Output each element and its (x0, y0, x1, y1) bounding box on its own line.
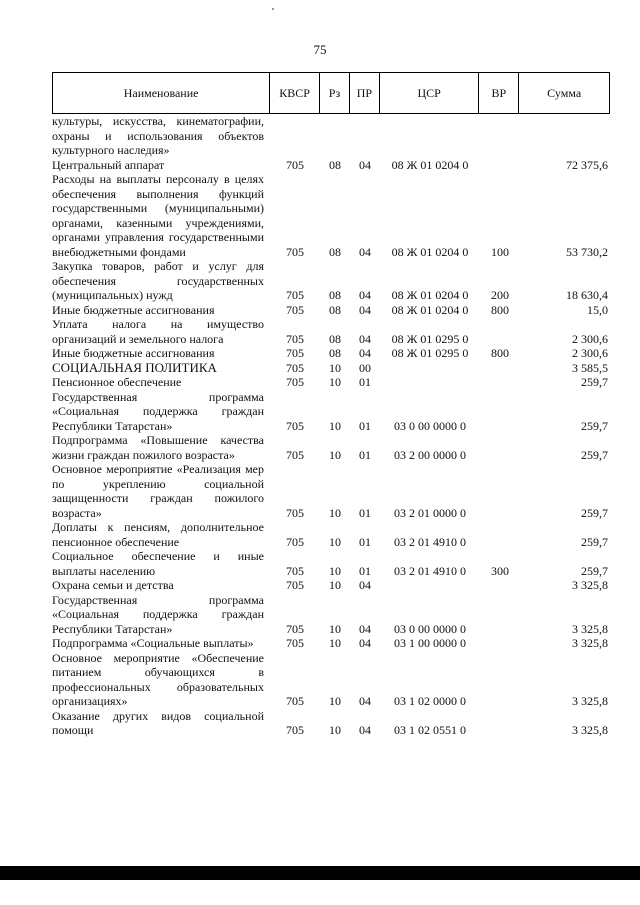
cell-pr: 04 (359, 694, 371, 708)
cell-kvsr: 705 (286, 694, 304, 708)
cell-rz: 10 (329, 375, 341, 389)
cell-kvsr: 705 (286, 621, 304, 636)
cell-kvsr: 705 (286, 723, 304, 737)
cell-name: Основное мероприятие «Обеспечение питанием обучающихся в профессиональных образовательных организациях» (52, 650, 264, 708)
cell-pr: 04 (359, 621, 371, 636)
header-vr: ВР (479, 73, 519, 113)
cell-rz: 08 (329, 244, 341, 259)
cell-sum: 3 325,8 (572, 621, 608, 636)
cell-name: культуры, искусства, кинематографии, охраны и использования объектов культурного наследия» (52, 114, 264, 157)
table-row (52, 361, 610, 376)
cell-name: Государственная программа «Социальная поддержка граждан Республики Татарстан» (52, 389, 264, 433)
cell-pr: 04 (359, 244, 371, 259)
cell-rz: 10 (329, 418, 341, 433)
cell-sum: 3 325,8 (572, 636, 608, 650)
cell-sum: 259,7 (581, 447, 608, 462)
cell-vr: 800 (491, 346, 509, 360)
cell-pr: 04 (359, 723, 371, 737)
table-row (52, 433, 610, 462)
cell-kvsr: 705 (286, 360, 304, 375)
cell-kvsr: 705 (286, 534, 304, 549)
cell-csr: 03 0 00 0000 0 (394, 621, 466, 636)
cell-name: Охрана семьи и детства (52, 578, 174, 592)
cell-rz: 08 (329, 331, 341, 346)
cell-rz: 08 (329, 302, 341, 317)
cell-vr: 800 (491, 302, 509, 317)
cell-name: Государственная программа «Социальная поддержка граждан Республики Татарстан» (52, 592, 264, 636)
cell-rz: 08 (329, 346, 341, 360)
cell-pr: 00 (359, 360, 371, 375)
cell-name: Центральный аппарат (52, 157, 165, 172)
cell-sum: 259,7 (581, 563, 608, 578)
table-row (52, 317, 610, 346)
cell-name: Подпрограмма «Повышение качества жизни граждан пожилого возраста» (52, 433, 264, 462)
cell-pr: 04 (359, 578, 371, 592)
cell-sum: 3 325,8 (572, 723, 608, 737)
table-row (52, 375, 610, 390)
page-number: 75 (313, 42, 327, 57)
table-row (52, 462, 610, 520)
cell-csr: 08 Ж 01 0204 0 (391, 302, 469, 317)
cell-kvsr: 705 (286, 244, 304, 259)
cell-name: Иные бюджетные ассигнования (52, 302, 215, 317)
cell-csr: 08 Ж 01 0295 0 (391, 331, 469, 346)
cell-kvsr: 705 (286, 636, 304, 650)
cell-kvsr: 705 (286, 346, 304, 360)
table-header (52, 72, 610, 114)
cell-vr: 200 (491, 288, 509, 302)
cell-pr: 04 (359, 331, 371, 346)
cell-csr: 08 Ж 01 0204 0 (391, 244, 469, 259)
cell-rz: 10 (329, 563, 341, 578)
cell-name: Расходы на выплаты персоналу в целях обеспечения выполнения функций государственными (муниципальными) органами, казенными учреждениями, органами управления государственными внебюджетными фондами (52, 172, 264, 259)
cell-vr: 100 (491, 244, 509, 259)
cell-pr: 01 (359, 375, 371, 389)
cell-rz: 10 (329, 447, 341, 462)
cell-rz: 10 (329, 636, 341, 650)
cell-csr: 03 1 00 0000 0 (394, 636, 466, 650)
header-pr: ПР (350, 73, 380, 113)
cell-pr: 04 (359, 288, 371, 302)
cell-rz: 10 (329, 578, 341, 592)
table-row (52, 593, 610, 637)
cell-sum: 259,7 (581, 418, 608, 433)
cell-csr: 08 Ж 01 0295 0 (391, 346, 469, 360)
cell-rz: 10 (329, 360, 341, 375)
cell-csr: 03 1 02 0551 0 (394, 723, 466, 737)
scan-speck (272, 8, 274, 10)
table-row (52, 520, 610, 549)
cell-rz: 10 (329, 505, 341, 520)
table-row (52, 709, 610, 738)
cell-pr: 01 (359, 563, 371, 578)
cell-sum: 15,0 (587, 302, 608, 317)
table-row (52, 651, 610, 709)
scan-bottom-border (0, 866, 640, 880)
cell-sum: 3 585,5 (572, 360, 608, 375)
table-row (52, 172, 610, 259)
cell-pr: 01 (359, 534, 371, 549)
cell-pr: 01 (359, 505, 371, 520)
cell-kvsr: 705 (286, 418, 304, 433)
cell-name: Подпрограмма «Социальные выплаты» (52, 636, 254, 650)
cell-rz: 10 (329, 723, 341, 737)
cell-sum: 2 300,6 (572, 346, 608, 360)
cell-rz: 10 (329, 621, 341, 636)
header-name: Наименование (53, 73, 270, 113)
header-kvsr: КВСР (270, 73, 320, 113)
cell-kvsr: 705 (286, 563, 304, 578)
table-row (52, 636, 610, 651)
header-csr: ЦСР (380, 73, 480, 113)
table-row (52, 114, 610, 158)
cell-pr: 04 (359, 346, 371, 360)
cell-csr: 08 Ж 01 0204 0 (391, 288, 469, 302)
cell-name: Уплата налога на имущество организаций и земельного налога (52, 317, 264, 346)
table-row (52, 578, 610, 593)
cell-rz: 10 (329, 694, 341, 708)
cell-kvsr: 705 (286, 288, 304, 302)
cell-rz: 10 (329, 534, 341, 549)
cell-rz: 08 (329, 288, 341, 302)
table-row (52, 390, 610, 434)
cell-sum: 18 630,4 (566, 288, 608, 302)
cell-name: Закупка товаров, работ и услуг для обеспечения государственных (муниципальных) нужд (52, 259, 264, 302)
table-row (52, 549, 610, 578)
cell-csr: 03 1 02 0000 0 (394, 694, 466, 708)
cell-sum: 2 300,6 (572, 331, 608, 346)
cell-kvsr: 705 (286, 157, 304, 172)
table-row (52, 259, 610, 303)
cell-name: Пенсионное обеспечение (52, 375, 182, 389)
cell-pr: 04 (359, 302, 371, 317)
cell-csr: 03 2 01 0000 0 (394, 505, 466, 520)
cell-name: СОЦИАЛЬНАЯ ПОЛИТИКА (52, 359, 217, 375)
cell-name: Иные бюджетные ассигнования (52, 346, 215, 360)
cell-name: Основное мероприятие «Реализация мер по укреплению социальной защищенности граждан пожилого возраста» (52, 462, 264, 520)
cell-pr: 04 (359, 157, 371, 172)
cell-name: Социальное обеспечение и иные выплаты населению (52, 549, 264, 578)
table-row (52, 158, 610, 173)
cell-kvsr: 705 (286, 505, 304, 520)
cell-kvsr: 705 (286, 578, 304, 592)
cell-csr: 03 0 00 0000 0 (394, 418, 466, 433)
cell-name: Оказание других видов социальной помощи (52, 708, 264, 737)
table-row (52, 346, 610, 361)
cell-sum: 72 375,6 (566, 157, 608, 172)
cell-kvsr: 705 (286, 331, 304, 346)
cell-sum: 259,7 (581, 375, 608, 389)
cell-kvsr: 705 (286, 447, 304, 462)
cell-csr: 03 2 01 4910 0 (394, 563, 466, 578)
cell-csr: 08 Ж 01 0204 0 (391, 157, 469, 172)
cell-sum: 3 325,8 (572, 578, 608, 592)
table-body (52, 114, 610, 738)
cell-pr: 04 (359, 636, 371, 650)
cell-pr: 01 (359, 447, 371, 462)
cell-pr: 01 (359, 418, 371, 433)
header-rz: Рз (320, 73, 350, 113)
cell-sum: 259,7 (581, 505, 608, 520)
cell-sum: 259,7 (581, 534, 608, 549)
cell-name: Доплаты к пенсиям, дополнительное пенсионное обеспечение (52, 520, 264, 549)
cell-vr: 300 (491, 563, 509, 578)
cell-sum: 3 325,8 (572, 694, 608, 708)
cell-sum: 53 730,2 (566, 244, 608, 259)
header-sum: Сумма (547, 85, 582, 100)
cell-kvsr: 705 (286, 302, 304, 317)
cell-csr: 03 2 00 0000 0 (394, 447, 466, 462)
cell-csr: 03 2 01 4910 0 (394, 534, 466, 549)
table-row (52, 303, 610, 318)
cell-rz: 08 (329, 157, 341, 172)
cell-kvsr: 705 (286, 375, 304, 389)
